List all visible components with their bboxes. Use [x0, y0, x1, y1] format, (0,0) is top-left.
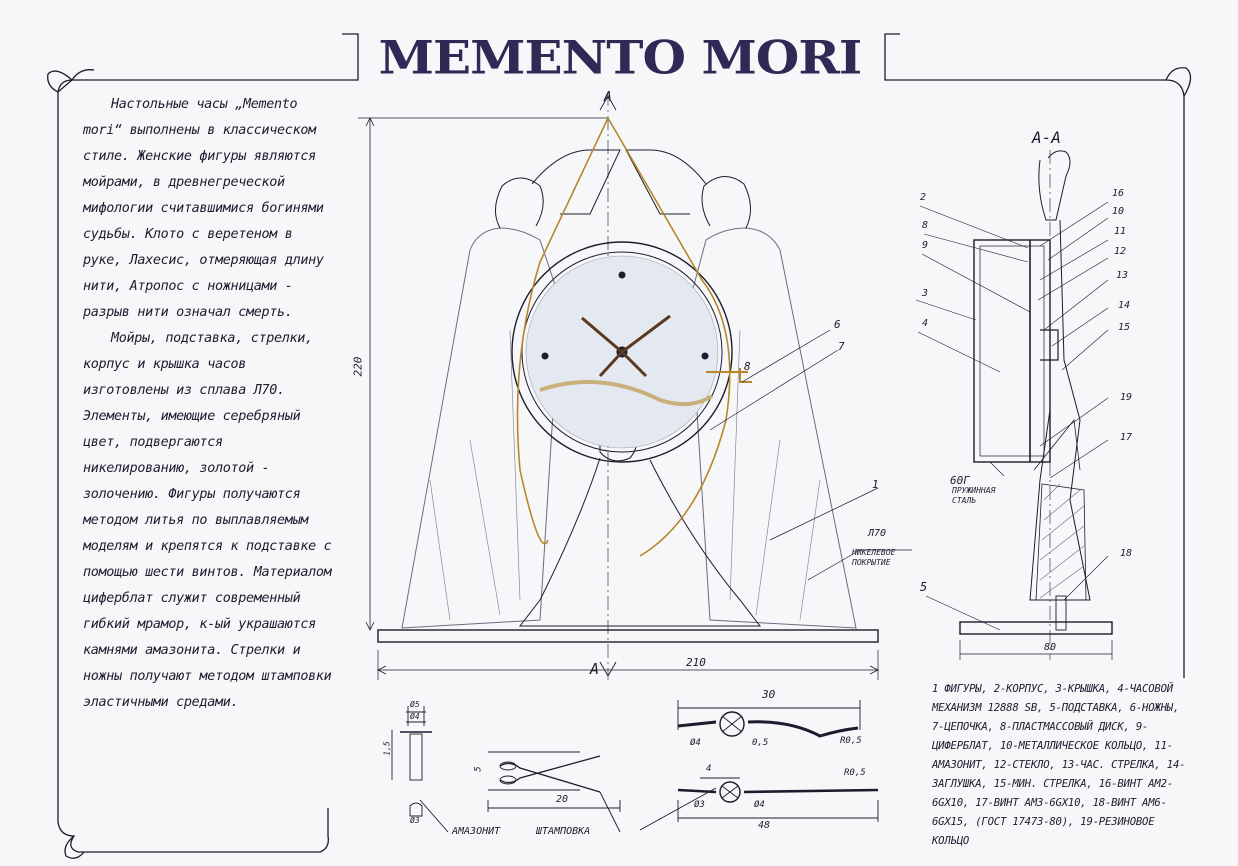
front-view [358, 92, 912, 680]
stone-dim-d5: Ø5 [410, 700, 420, 709]
stone-dim-d4: Ø4 [410, 712, 420, 721]
hand-top-d4: Ø4 [690, 738, 701, 748]
section-mark-top: А [604, 90, 612, 105]
section-callout-13: 13 [1116, 270, 1129, 281]
section-callout-16: 16 [1112, 188, 1125, 199]
material-note-spring-steel: ПРУЖИННАЯ СТАЛЬ [952, 486, 996, 505]
section-callout-11: 11 [1114, 226, 1127, 237]
section-callout-2: 2 [920, 192, 927, 203]
section-callout-5: 5 [920, 580, 928, 594]
section-callout-18: 18 [1120, 548, 1133, 559]
material-note-l70: Л70 [868, 528, 887, 539]
height-dimension: 220 [351, 356, 365, 377]
section-mark-bottom: А [590, 660, 600, 678]
hand-bottom-length: 48 [758, 820, 771, 831]
detail-hands [640, 700, 878, 830]
section-view [916, 150, 1112, 660]
description-paragraph-1: Настольные часы „Memento mori“ выполнены в классическом стиле. Женские фигуры являются мойрами, в древнегреческой мифологии считавшимися богинями судьбы. Клото с веретеном в руке, Лахесис, отмеряющая длину нити, Атропос с ножницами - разрыв нити означал смерть. [83, 97, 324, 320]
section-callout-4: 4 [922, 318, 929, 329]
hand-top-0-5: 0,5 [752, 738, 769, 748]
detail-stone [392, 706, 448, 832]
section-callout-17: 17 [1120, 432, 1133, 443]
hand-bottom-d4: Ø4 [754, 800, 765, 810]
stone-dim-1-5: 1,5 [382, 741, 392, 756]
hand-bottom-r0-5: R0,5 [844, 768, 866, 778]
callout-6: 6 [834, 318, 841, 331]
section-callout-14: 14 [1118, 300, 1131, 311]
section-callout-3: 3 [922, 288, 929, 299]
description-text [83, 92, 333, 716]
section-callout-9: 9 [922, 240, 929, 251]
material-note-60g: 60Г [950, 474, 970, 487]
material-note-nickel: НИКЕЛЕВОЕ ПОКРЫТИЕ [852, 548, 896, 567]
section-callout-15: 15 [1118, 322, 1131, 333]
hand-top-length: 30 [762, 688, 776, 701]
width-dimension: 210 [686, 656, 706, 669]
description-paragraph-2: Мойры, подставка, стрелки, корпус и крышка часов изготовлены из сплава Л70. Элементы, имеющие серебряный цвет, подвергаются никелированию, золотой - золочению. Фигуры получаются методом литья по выплавляемым моделям и крепятся к подставке с помощью шести винтов. Материалом циферблат служит современный гибкий мрамор, к-ый украшаются камнями амазонита. Стрелки и ножны получают методом штамповки эластичными средами. [83, 331, 332, 710]
parts-specification: 1 ФИГУРЫ, 2-КОРПУС, 3-КРЫШКА, 4-ЧАСОВОЙ МЕХАНИЗМ 12888 SB, 5-ПОДСТАВКА, 6-НОЖНЫ, 7-ЦЕПОЧКА, 8-ПЛАСТМАССОВЫЙ ДИСК, 9-ЦИФЕРБЛАТ, 10-МЕТАЛЛИЧЕСКОЕ КОЛЬЦО, 11-АМАЗОНИТ, 12-СТЕКЛО, 13-ЧАС. СТРЕЛКА, 14-ЗАГЛУШКА, 15-МИН. СТРЕЛКА, 16-ВИНТ АМ2-6GХ10, 17-ВИНТ АМ3-6GХ10, 18-ВИНТ АМ6-6GХ15, (ГОСТ 17473-80), 19-РЕЗИНОВОЕ КОЛЬЦО [932, 683, 1186, 847]
section-callout-10: 10 [1112, 206, 1125, 217]
section-width-dimension: 80 [1044, 642, 1057, 653]
callout-8: 8 [744, 360, 751, 373]
section-title: А-А [1032, 128, 1061, 147]
stone-label: АМАЗОНИТ [452, 826, 501, 837]
callout-1: 1 [872, 478, 879, 491]
scissors-dim-20: 20 [556, 794, 569, 805]
stone-dim-d3: Ø3 [410, 816, 420, 825]
scissors-dim-5: 5 [473, 766, 484, 772]
scissors-label: ШТАМПОВКА [536, 826, 591, 837]
page-title: MEMENTO MORI [378, 30, 862, 85]
detail-scissors [488, 752, 620, 832]
callout-7: 7 [838, 340, 845, 353]
section-callout-19: 19 [1120, 392, 1133, 403]
hand-bottom-4: 4 [706, 764, 712, 774]
section-callout-8: 8 [922, 220, 929, 231]
section-callout-12: 12 [1114, 246, 1127, 257]
hand-bottom-d3: Ø3 [694, 800, 705, 810]
hand-top-r0-5: R0,5 [840, 736, 862, 746]
